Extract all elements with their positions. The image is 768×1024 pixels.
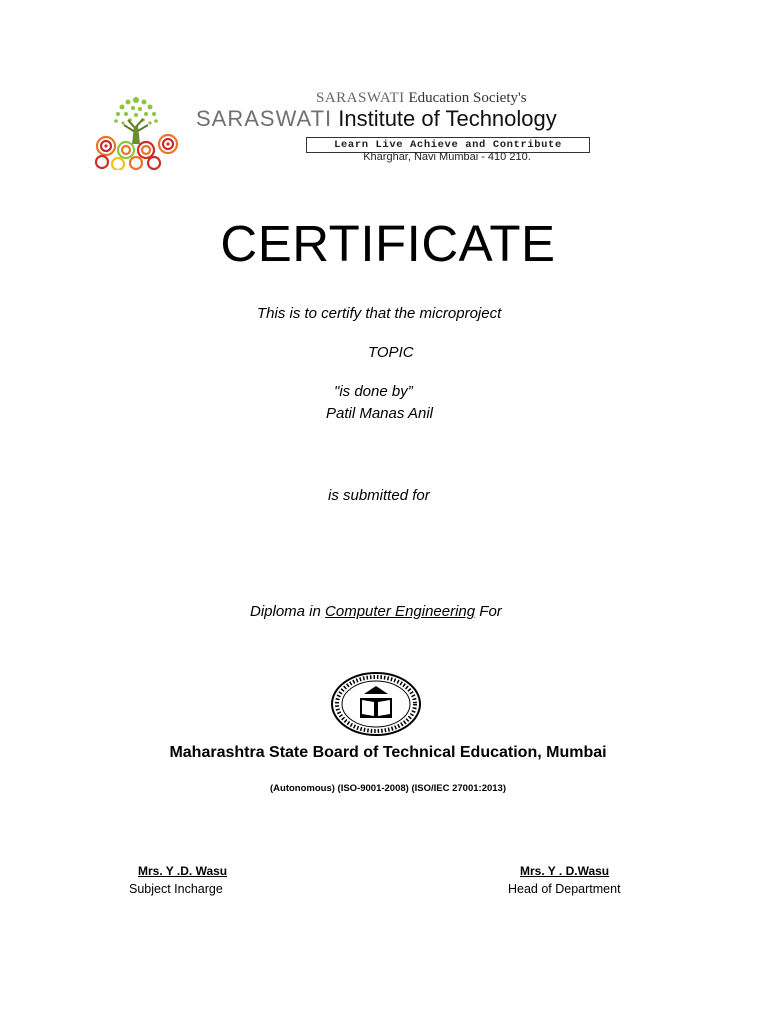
diploma-line (250, 603, 502, 620)
right-signatory-role: Head of Department (508, 882, 621, 896)
board-name: Maharashtra State Board of Technical Education, Mumbai (169, 744, 607, 761)
done-by-text: "is done by” (334, 383, 413, 400)
certify-line: This is to certify that the microproject (257, 305, 502, 322)
diploma-branch: Computer Engineering (325, 603, 476, 620)
msbte-seal-icon (330, 672, 422, 736)
society-brand: SARASWATI (316, 90, 405, 106)
institute-tagline: Learn Live Achieve and Contribute (306, 137, 590, 153)
institute-suffix: Institute of Technology (332, 106, 557, 131)
certificate-title: CERTIFICATE (220, 215, 556, 272)
diploma-suffix: For (475, 603, 502, 620)
left-signatory-name: Mrs. Y .D. Wasu (138, 864, 228, 878)
institute-tree-logo-icon (88, 92, 188, 170)
board-accreditation: (Autonomous) (ISO-9001-2008) (ISO/IEC 27001:2013) (270, 783, 506, 794)
institute-name (196, 106, 557, 132)
institute-address: Kharghar, Navi Mumbai - 410 210. (363, 151, 531, 163)
society-suffix: Education Society's (404, 90, 527, 106)
right-signatory-name: Mrs. Y . D.Wasu (520, 864, 610, 878)
society-name (316, 90, 527, 107)
left-signatory-role: Subject Incharge (129, 882, 223, 896)
topic-text: TOPIC (368, 344, 414, 361)
institute-brand: SARASWATI (196, 106, 333, 131)
diploma-prefix: Diploma in (250, 603, 326, 620)
student-name: Patil Manas Anil (326, 405, 433, 422)
submitted-for-text: is submitted for (328, 487, 430, 504)
